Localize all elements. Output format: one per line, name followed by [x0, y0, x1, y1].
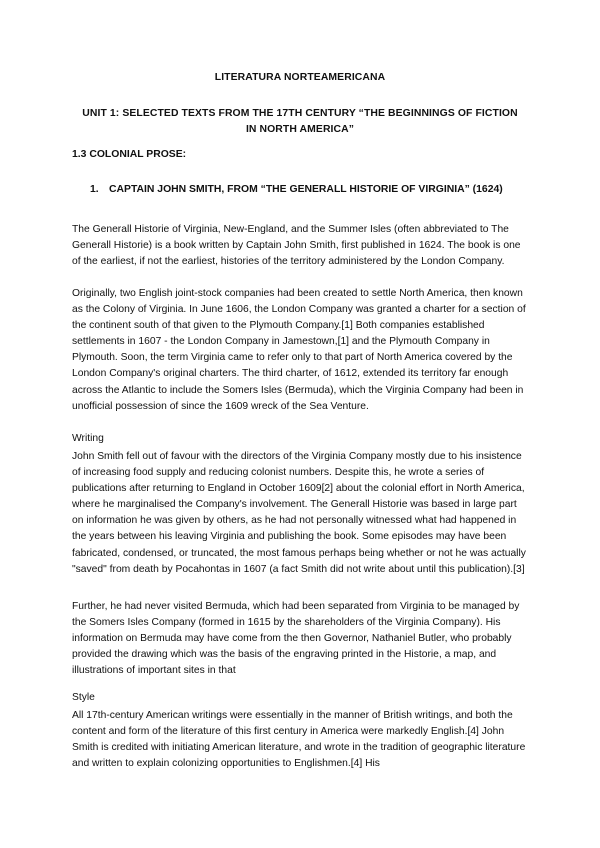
paragraph-history: Originally, two English joint-stock companies had been created to settle North America, then known as the Colony of Virginia. In June 1606, the London Company was granted a charter for a section of the continent south of that given to the Plymouth Company.[1] Both companies established settlements in 1607 - the London Company in Jamestown,[1] and the Plymouth Company in Plymouth. Soon, the term Virginia came to refer only to that part of North America covered by the London Company's original charters. The third charter, of 1612, extended its territory far enough across the Atlantic to include the Somers Isles (Bermuda), which the Virginia Company had been in unofficial possession of since the 1609 wreck of the Sea Venture. — [72, 288, 526, 412]
section-heading: 1.3 COLONIAL PROSE: — [72, 149, 187, 160]
subheading-writing: Writing — [72, 433, 104, 444]
list-item — [72, 182, 528, 198]
subheading-style: Style — [72, 692, 95, 703]
paragraph-style: All 17th-century American writings were essentially in the manner of British writings, and both the content and form of the literature of this first century in America were markedly English.[4] John Smith is credited with initiating American literature, and wrote in the tradition of geographic literature and written to explain colonizing opportunities to Englishmen.[4] His — [72, 710, 526, 770]
unit-title: UNIT 1: SELECTED TEXTS FROM THE 17TH CENTURY “THE BEGINNINGS OF FICTION IN NORTH AMERICA” — [82, 108, 518, 135]
course-title: LITERATURA NORTEAMERICANA — [214, 72, 386, 83]
paragraph-writing: John Smith fell out of favour with the directors of the Virginia Company mostly due to his insistence of increasing food supply and reducing colonist numbers. Despite this, he wrote a series of publications after returning to England in October 1609[2] about the colonial effort in North America, where he marginalised the Company's involvement. The Generall Historie was based in large part on information he was given by others, as he had not personally witnessed what had happened in the years between his leaving Virginia and publishing the book. Some episodes may have been fabricated, condensed, or truncated, the most famous perhaps being whether or not he was actually "saved" from death by Pocahontas in 1607 (a fact Smith did not write about until this publication).[3] — [72, 451, 526, 575]
list-item-text: CAPTAIN JOHN SMITH, FROM “THE GENERALL HISTORIE OF VIRGINIA” (1624) — [109, 184, 503, 195]
list-item-number: 1. — [90, 184, 99, 195]
paragraph-intro: The Generall Historie of Virginia, New-England, and the Summer Isles (often abbreviated to The Generall Historie) is a book written by Captain John Smith, first published in 1624. The book is one of the earliest, if not the earliest, histories of the territory administered by the London Company. — [72, 224, 521, 268]
paragraph-bermuda: Further, he had never visited Bermuda, which had been separated from Virginia to be managed by the Somers Isles Company (formed in 1615 by the shareholders of the Virginia Company). His information on Bermuda may have come from the then Governor, Nathaniel Butler, who probably provided the drawing which was the basis of the engraving printed in the Historie, a map, and illustrations of important sites in that — [72, 601, 520, 677]
